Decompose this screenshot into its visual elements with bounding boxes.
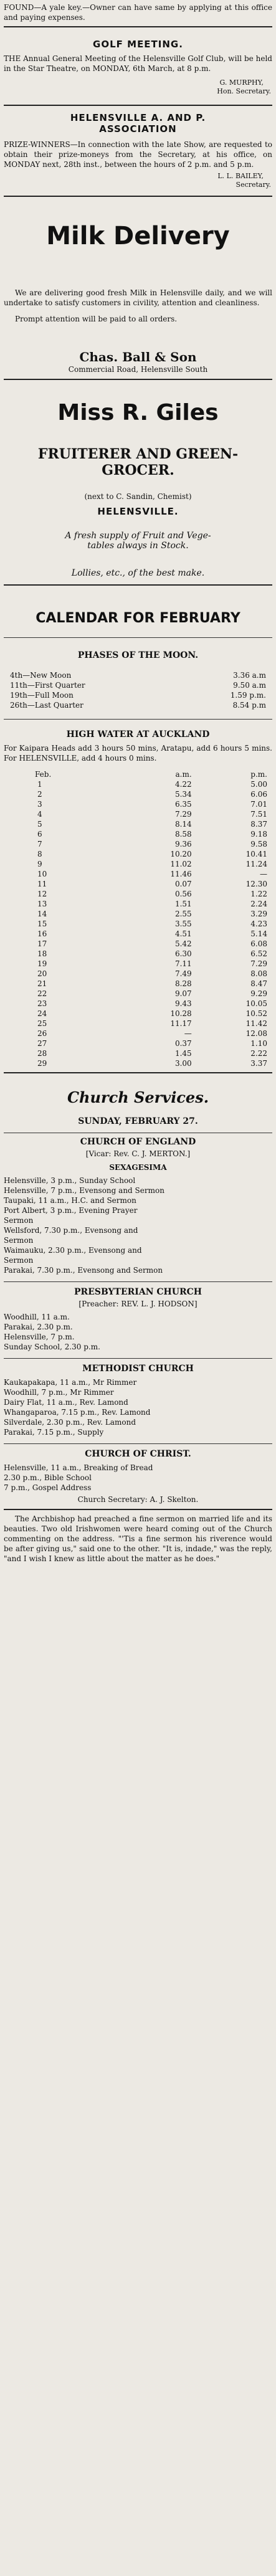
tide-row xyxy=(4,969,272,979)
golf-body: THE Annual General Meeting of the Helensville Golf Club, will be held in the Star Theatre, on MONDAY, 6th March, at 8 p.m. xyxy=(4,54,272,73)
tide-row xyxy=(4,999,272,1009)
milk-body: We are delivering good fresh Milk in Helensville daily, and we will undertake to satisfy customers in civility, attention and cleanliness. xyxy=(4,288,272,307)
tide-day: 4 xyxy=(37,810,42,819)
tide-pm: 1.10 xyxy=(250,1039,267,1048)
tide-row xyxy=(4,949,272,959)
tide-day: 23 xyxy=(37,999,47,1008)
tide-am: 3.00 xyxy=(174,1059,192,1068)
tide-pm: 10.05 xyxy=(245,999,267,1008)
tide-table xyxy=(4,769,272,1068)
giles-supply-2: tables always in Stock. xyxy=(87,541,189,551)
tide-pm: — xyxy=(260,870,267,878)
tide-pm: 10.41 xyxy=(245,850,267,858)
tide-am: 1.51 xyxy=(174,900,192,908)
giles-town: HELENSVILLE. xyxy=(97,506,179,517)
service-line: 7 p.m., Gospel Address xyxy=(4,1483,92,1492)
tide-day: 7 xyxy=(37,840,42,848)
giles-next-to: (next to C. Sandin, Chemist) xyxy=(84,492,192,501)
phase-row xyxy=(10,690,266,700)
tide-pm: 8.08 xyxy=(250,969,267,978)
found-notice: FOUND—A yale key.—Owner can have same by applying at this office and paying expenses. xyxy=(4,3,272,22)
col-feb: Feb. xyxy=(35,770,52,779)
service-line: Woodhill, 11 a.m. xyxy=(4,1313,70,1321)
tide-day: 19 xyxy=(37,959,47,968)
phases-list xyxy=(4,670,272,710)
service-line: Kaukapakapa, 11 a.m., Mr Rimmer xyxy=(4,1378,137,1387)
tide-am: 7.29 xyxy=(174,810,192,819)
tide-row xyxy=(4,779,272,789)
tide-am: 0.56 xyxy=(174,890,192,898)
tide-am: 0.07 xyxy=(174,880,192,888)
divider xyxy=(4,1509,272,1510)
service-line: Whangaparoa, 7.15 p.m., Rev. Lamond xyxy=(4,1408,151,1417)
tide-row xyxy=(4,869,272,879)
tide-pm: 6.52 xyxy=(250,949,267,958)
tide-row xyxy=(4,839,272,849)
tide-row xyxy=(4,799,272,809)
tide-day: 3 xyxy=(37,800,42,809)
tide-row xyxy=(4,1009,272,1019)
tide-pm: 2.24 xyxy=(250,900,267,908)
christ-secretary: Church Secretary: A. J. Skelton. xyxy=(77,1495,199,1504)
ap-body: PRIZE-WINNERS—In connection with the late Show, are requested to obtain their prize-moneys from the Secretary, at his office, on MONDAY next, 28th inst., between the hours of 2 p.m. and 5 p.m. xyxy=(4,140,272,169)
col-am: a.m. xyxy=(175,770,192,779)
service-line: Helensville, 11 a.m., Breaking of Bread xyxy=(4,1463,153,1472)
tide-pm: 3.29 xyxy=(250,910,267,918)
tide-row xyxy=(4,959,272,969)
service-line: Helensville, 7 p.m., Evensong and Sermon xyxy=(4,1186,164,1195)
phase-time: 3.36 a.m xyxy=(233,671,266,680)
tide-row xyxy=(4,819,272,829)
tide-am: 10.28 xyxy=(170,1009,192,1018)
tide-pm: 6.06 xyxy=(250,790,267,799)
milk-address: Commercial Road, Helensville South xyxy=(68,365,208,374)
ap-heading: HELENSVILLE A. AND P. xyxy=(70,112,206,123)
tide-day: 12 xyxy=(37,890,47,898)
tide-row xyxy=(4,939,272,949)
tide-day: 15 xyxy=(37,920,47,928)
coe-sunday: SEXAGESIMA xyxy=(109,1163,167,1172)
service-line: Parakai, 7.15 p.m., Supply xyxy=(4,1428,104,1437)
golf-heading: GOLF MEETING. xyxy=(93,39,183,50)
tide-am: 8.58 xyxy=(174,830,192,839)
tide-pm: 10.52 xyxy=(245,1009,267,1018)
methodist-heading: METHODIST CHURCH xyxy=(82,1364,194,1374)
tide-day: 13 xyxy=(37,900,47,908)
divider xyxy=(4,1072,272,1073)
tide-pm: 2.22 xyxy=(250,1049,267,1058)
tide-day: 21 xyxy=(37,979,47,988)
service-line: Helensville, 7 p.m. xyxy=(4,1333,75,1341)
golf-sign-name: G. MURPHY, xyxy=(219,78,264,87)
divider xyxy=(4,1358,272,1359)
service-line: Parakai, 7.30 p.m., Evensong and Sermon xyxy=(4,1266,163,1275)
tide-pm: 1.22 xyxy=(250,890,267,898)
christ-heading: CHURCH OF CHRIST. xyxy=(85,1449,191,1459)
service-line: Sermon xyxy=(4,1256,34,1265)
tide-am: 5.42 xyxy=(174,939,192,948)
tide-row xyxy=(4,809,272,819)
tide-day: 6 xyxy=(37,830,42,839)
phase-row xyxy=(10,670,266,680)
tide-am: 4.22 xyxy=(174,780,192,789)
ap-sign-title: Secretary. xyxy=(236,181,271,189)
divider xyxy=(4,719,272,720)
divider xyxy=(4,105,272,106)
tide-pm: 12.08 xyxy=(245,1029,267,1038)
giles-supply: A fresh supply of Fruit and Vege- xyxy=(65,531,211,541)
tide-pm: 9.29 xyxy=(250,989,267,998)
tide-am: 11.46 xyxy=(170,870,192,878)
tide-am: 2.55 xyxy=(174,910,192,918)
tide-day: 16 xyxy=(37,929,47,938)
tide-day: 10 xyxy=(37,870,47,878)
tide-row xyxy=(4,1038,272,1048)
tide-pm: 8.47 xyxy=(250,979,267,988)
tide-pm: 7.51 xyxy=(250,810,267,819)
christ-lines xyxy=(4,1463,272,1493)
tide-row xyxy=(4,829,272,839)
tide-pm: 7.29 xyxy=(250,959,267,968)
tide-row xyxy=(4,979,272,989)
tide-row xyxy=(4,859,272,869)
calendar-heading: CALENDAR FOR FEBRUARY xyxy=(36,611,240,626)
presbyterian-lines xyxy=(4,1312,272,1352)
tide-rows xyxy=(4,779,272,1068)
tide-day: 5 xyxy=(37,820,42,829)
tide-day: 9 xyxy=(37,860,42,868)
divider xyxy=(4,379,272,380)
divider xyxy=(4,637,272,638)
divider xyxy=(4,584,272,586)
phase-time: 9.50 a.m xyxy=(233,681,266,690)
tide-row xyxy=(4,1019,272,1029)
tide-row xyxy=(4,899,272,909)
tide-pm: 8.37 xyxy=(250,820,267,829)
divider xyxy=(4,26,272,27)
phase-row xyxy=(10,680,266,690)
tide-day: 11 xyxy=(37,880,47,888)
tide-day: 2 xyxy=(37,790,42,799)
tide-am: — xyxy=(184,1029,192,1038)
presbyterian-preacher: [Preacher: REV. L. J. HODSON] xyxy=(79,1300,197,1308)
milk-firm: Chas. Ball & Son xyxy=(79,349,197,364)
tide-am: 10.20 xyxy=(170,850,192,858)
anecdote: The Archbishop had preached a fine sermon on married life and its beauties. Two old Irishwomen were heard coming out of the Church commenting on the address. "'Tis a fine sermon his riverence would be after giving us," said one to the other. "It is, indade," was the reply, "and I wish I knew as little about the matter as he does." xyxy=(4,1514,272,1563)
tide-day: 28 xyxy=(37,1049,47,1058)
tide-pm: 5.14 xyxy=(250,929,267,938)
tide-pm: 6.08 xyxy=(250,939,267,948)
phase-time: 1.59 p.m. xyxy=(230,691,266,700)
coe-vicar: [Vicar: Rev. C. J. MERTON.] xyxy=(85,1149,191,1158)
tide-am: 6.30 xyxy=(174,949,192,958)
service-line: Sermon xyxy=(4,1236,34,1245)
milk-heading: Milk Delivery xyxy=(46,222,230,250)
giles-lollies: Lollies, etc., of the best make. xyxy=(71,568,205,578)
column xyxy=(4,2,272,1564)
phase-label: 19th—Full Moon xyxy=(10,691,74,700)
service-line: Sermon xyxy=(4,1216,34,1225)
tide-am: 1.45 xyxy=(174,1049,192,1058)
service-line: Silverdale, 2.30 p.m., Rev. Lamond xyxy=(4,1418,136,1427)
service-line: Woodhill, 7 p.m., Mr Rimmer xyxy=(4,1388,114,1397)
tide-pm: 7.01 xyxy=(250,800,267,809)
service-line: 2.30 p.m., Bible School xyxy=(4,1473,92,1482)
service-line: Sunday School, 2.30 p.m. xyxy=(4,1343,100,1351)
tide-row xyxy=(4,1058,272,1068)
coe-heading: CHURCH OF ENGLAND xyxy=(80,1137,196,1147)
service-line: Taupaki, 11 a.m., H.C. and Sermon xyxy=(4,1196,136,1205)
tide-day: 24 xyxy=(37,1009,47,1018)
tide-am: 9.43 xyxy=(174,999,192,1008)
tide-am: 7.11 xyxy=(174,959,192,968)
church-heading: Church Services. xyxy=(67,1088,209,1106)
tide-am: 0.37 xyxy=(174,1039,192,1048)
tide-pm: 11.24 xyxy=(245,860,267,868)
ap-sign-name: L. L. BAILEY, xyxy=(217,172,264,180)
tide-day: 8 xyxy=(37,850,42,858)
tide-am: 8.14 xyxy=(174,820,192,829)
tide-day: 27 xyxy=(37,1039,47,1048)
phase-row xyxy=(10,700,266,710)
phase-label: 26th—Last Quarter xyxy=(10,701,83,710)
coe-lines xyxy=(4,1176,272,1275)
tide-day: 25 xyxy=(37,1019,47,1028)
tide-pm: 9.18 xyxy=(250,830,267,839)
tide-day: 14 xyxy=(37,910,47,918)
tide-row xyxy=(4,1048,272,1058)
col-pm: p.m. xyxy=(250,770,267,779)
presbyterian-heading: PRESBYTERIAN CHURCH xyxy=(74,1287,202,1297)
tide-row xyxy=(4,919,272,929)
giles-trade: FRUITERER AND GREEN- xyxy=(37,446,239,462)
service-line: Waimauku, 2.30 p.m., Evensong and xyxy=(4,1246,142,1255)
tide-row xyxy=(4,789,272,799)
tide-pm: 4.23 xyxy=(250,920,267,928)
service-line: Port Albert, 3 p.m., Evening Prayer xyxy=(4,1206,138,1215)
water-heading: HIGH WATER AT AUCKLAND xyxy=(66,730,210,739)
church-date: SUNDAY, FEBRUARY 27. xyxy=(78,1116,198,1126)
kaipara-note: For Kaipara Heads add 3 hours 50 mins, Aratapu, add 6 hours 5 mins. For HELENSVILLE, add 4 hours 0 mins. xyxy=(4,744,272,763)
tide-day: 29 xyxy=(37,1059,47,1068)
service-line: Helensville, 3 p.m., Sunday School xyxy=(4,1176,136,1185)
ap-subheading: ASSOCIATION xyxy=(99,123,177,135)
service-line: Wellsford, 7.30 p.m., Evensong and xyxy=(4,1226,138,1235)
tide-pm: 11.42 xyxy=(245,1019,267,1028)
tide-am: 3.55 xyxy=(174,920,192,928)
tide-pm: 5.00 xyxy=(250,780,267,789)
tide-am: 11.17 xyxy=(170,1019,192,1028)
tide-am: 7.49 xyxy=(174,969,192,978)
tide-row xyxy=(4,849,272,859)
methodist-lines xyxy=(4,1377,272,1437)
divider xyxy=(4,1443,272,1444)
tide-am: 9.07 xyxy=(174,989,192,998)
tide-header xyxy=(4,769,272,779)
tide-am: 6.35 xyxy=(174,800,192,809)
tide-row xyxy=(4,929,272,939)
tide-day: 22 xyxy=(37,989,47,998)
milk-note: Prompt attention will be paid to all orders. xyxy=(15,315,178,323)
tide-am: 9.36 xyxy=(174,840,192,848)
phase-time: 8.54 p.m xyxy=(232,701,266,710)
tide-day: 18 xyxy=(37,949,47,958)
tide-row xyxy=(4,989,272,999)
tide-row xyxy=(4,889,272,899)
service-line: Parakai, 2.30 p.m. xyxy=(4,1323,73,1331)
golf-sign-title: Hon. Secretary. xyxy=(217,87,271,95)
tide-row xyxy=(4,879,272,889)
tide-row xyxy=(4,909,272,919)
phase-label: 4th—New Moon xyxy=(10,671,72,680)
tide-pm: 12.30 xyxy=(245,880,267,888)
tide-day: 20 xyxy=(37,969,47,978)
giles-trade-2: GROCER. xyxy=(102,462,174,478)
tide-pm: 3.37 xyxy=(250,1059,267,1068)
tide-day: 17 xyxy=(37,939,47,948)
phase-label: 11th—First Quarter xyxy=(10,681,85,690)
divider xyxy=(4,1281,272,1282)
giles-name: Miss R. Giles xyxy=(57,400,219,425)
tide-row xyxy=(4,1029,272,1038)
tide-day: 1 xyxy=(37,780,42,789)
tide-am: 4.51 xyxy=(174,929,192,938)
phases-heading: PHASES OF THE MOON. xyxy=(77,650,199,660)
tide-pm: 9.58 xyxy=(250,840,267,848)
tide-am: 11.02 xyxy=(170,860,192,868)
tide-day: 26 xyxy=(37,1029,47,1038)
service-line: Dairy Flat, 11 a.m., Rev. Lamond xyxy=(4,1398,128,1407)
divider xyxy=(4,196,272,197)
tide-am: 5.34 xyxy=(174,790,192,799)
tide-am: 8.28 xyxy=(174,979,192,988)
